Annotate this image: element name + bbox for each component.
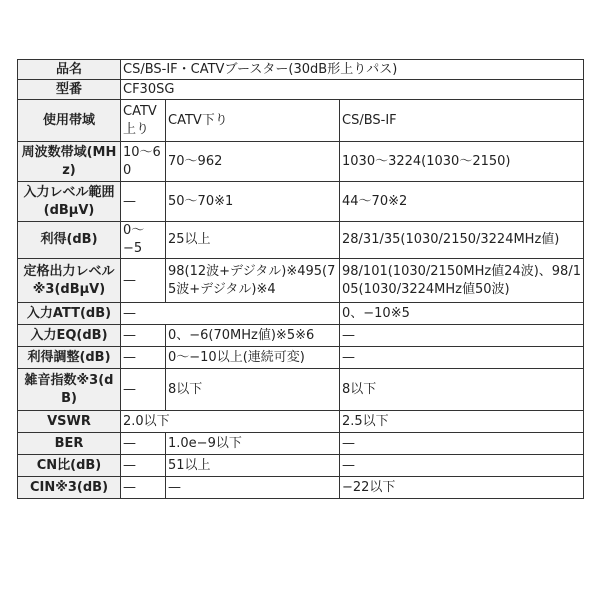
cell-csbs-if: 28/31/35(1030/2150/3224MHz値) — [340, 222, 584, 259]
cell-catv-up: — — [121, 455, 166, 477]
row-label: CIN※3(dB) — [18, 477, 121, 499]
table-row — [18, 411, 584, 433]
cell-csbs-if: 8以下 — [340, 369, 584, 411]
cell-catv-up: — — [121, 433, 166, 455]
cell-catv-up: 10～60 — [121, 142, 166, 182]
cell-csbs-if: 0、−10※5 — [340, 303, 584, 325]
table-row — [18, 142, 584, 182]
table-row — [18, 325, 584, 347]
row-label: 使用帯域 — [18, 100, 121, 142]
cell-catv-up: — — [121, 182, 166, 222]
cell-catv-up: — — [121, 477, 166, 499]
cell-catv-down: 25以上 — [166, 222, 340, 259]
cell-catv-down: 1.0e−9以下 — [166, 433, 340, 455]
cell-catv-up: — — [121, 259, 166, 303]
cell-catv-up: — — [121, 325, 166, 347]
row-label: CN比(dB) — [18, 455, 121, 477]
table-row — [18, 433, 584, 455]
table-row — [18, 303, 584, 325]
product-name: CS/BS-IF・CATVブースター(30dB形上りパス) — [121, 60, 584, 80]
row-label: 入力EQ(dB) — [18, 325, 121, 347]
cell-catv-down: 51以上 — [166, 455, 340, 477]
cell-catv-down: 98(12波+デジタル)※495(75波+デジタル)※4 — [166, 259, 340, 303]
cell-catv-down: 8以下 — [166, 369, 340, 411]
cell-csbs-if: — — [340, 455, 584, 477]
table-row — [18, 222, 584, 259]
band-catv-up: CATV上り — [121, 100, 166, 142]
model-number: CF30SG — [121, 80, 584, 100]
cell-csbs-if: — — [340, 325, 584, 347]
cell-catv-down: — — [166, 477, 340, 499]
cell-catv-down: 70～962 — [166, 142, 340, 182]
cell-catv-down: 0～−10以上(連続可変) — [166, 347, 340, 369]
row-label: 入力レベル範囲(dBμV) — [18, 182, 121, 222]
row-label: 定格出力レベル※3(dBμV) — [18, 259, 121, 303]
table-row — [18, 259, 584, 303]
cell-csbs-if: — — [340, 347, 584, 369]
row-label: 雑音指数※3(dB) — [18, 369, 121, 411]
cell-catv-up: — — [121, 347, 166, 369]
cell-catv-up: 0～−5 — [121, 222, 166, 259]
cell-csbs-if: −22以下 — [340, 477, 584, 499]
band-catv-down: CATV下り — [166, 100, 340, 142]
cell-catv-up: — — [121, 369, 166, 411]
table-row — [18, 100, 584, 142]
row-label: 周波数帯域(MHz) — [18, 142, 121, 182]
table-row — [18, 477, 584, 499]
spec-table — [17, 59, 584, 499]
row-label: 品名 — [18, 60, 121, 80]
cell-csbs-if: 1030～3224(1030～2150) — [340, 142, 584, 182]
cell-catv-down: 50～70※1 — [166, 182, 340, 222]
table-row — [18, 80, 584, 100]
row-label: 利得調整(dB) — [18, 347, 121, 369]
band-csbs-if: CS/BS-IF — [340, 100, 584, 142]
table-row — [18, 182, 584, 222]
table-row — [18, 347, 584, 369]
cell-catv-down: 0、−6(70MHz値)※5※6 — [166, 325, 340, 347]
cell-csbs-if: 98/101(1030/2150MHz値24波)、98/105(1030/3224MHz値50波) — [340, 259, 584, 303]
cell-csbs-if: 44～70※2 — [340, 182, 584, 222]
cell-csbs-if: 2.5以下 — [340, 411, 584, 433]
table-row — [18, 369, 584, 411]
cell-catv-merged: 2.0以下 — [121, 411, 340, 433]
cell-catv-merged: — — [121, 303, 340, 325]
row-label: VSWR — [18, 411, 121, 433]
row-label: 入力ATT(dB) — [18, 303, 121, 325]
table-row — [18, 455, 584, 477]
cell-csbs-if: — — [340, 433, 584, 455]
row-label: 利得(dB) — [18, 222, 121, 259]
table-row — [18, 60, 584, 80]
row-label: 型番 — [18, 80, 121, 100]
row-label: BER — [18, 433, 121, 455]
